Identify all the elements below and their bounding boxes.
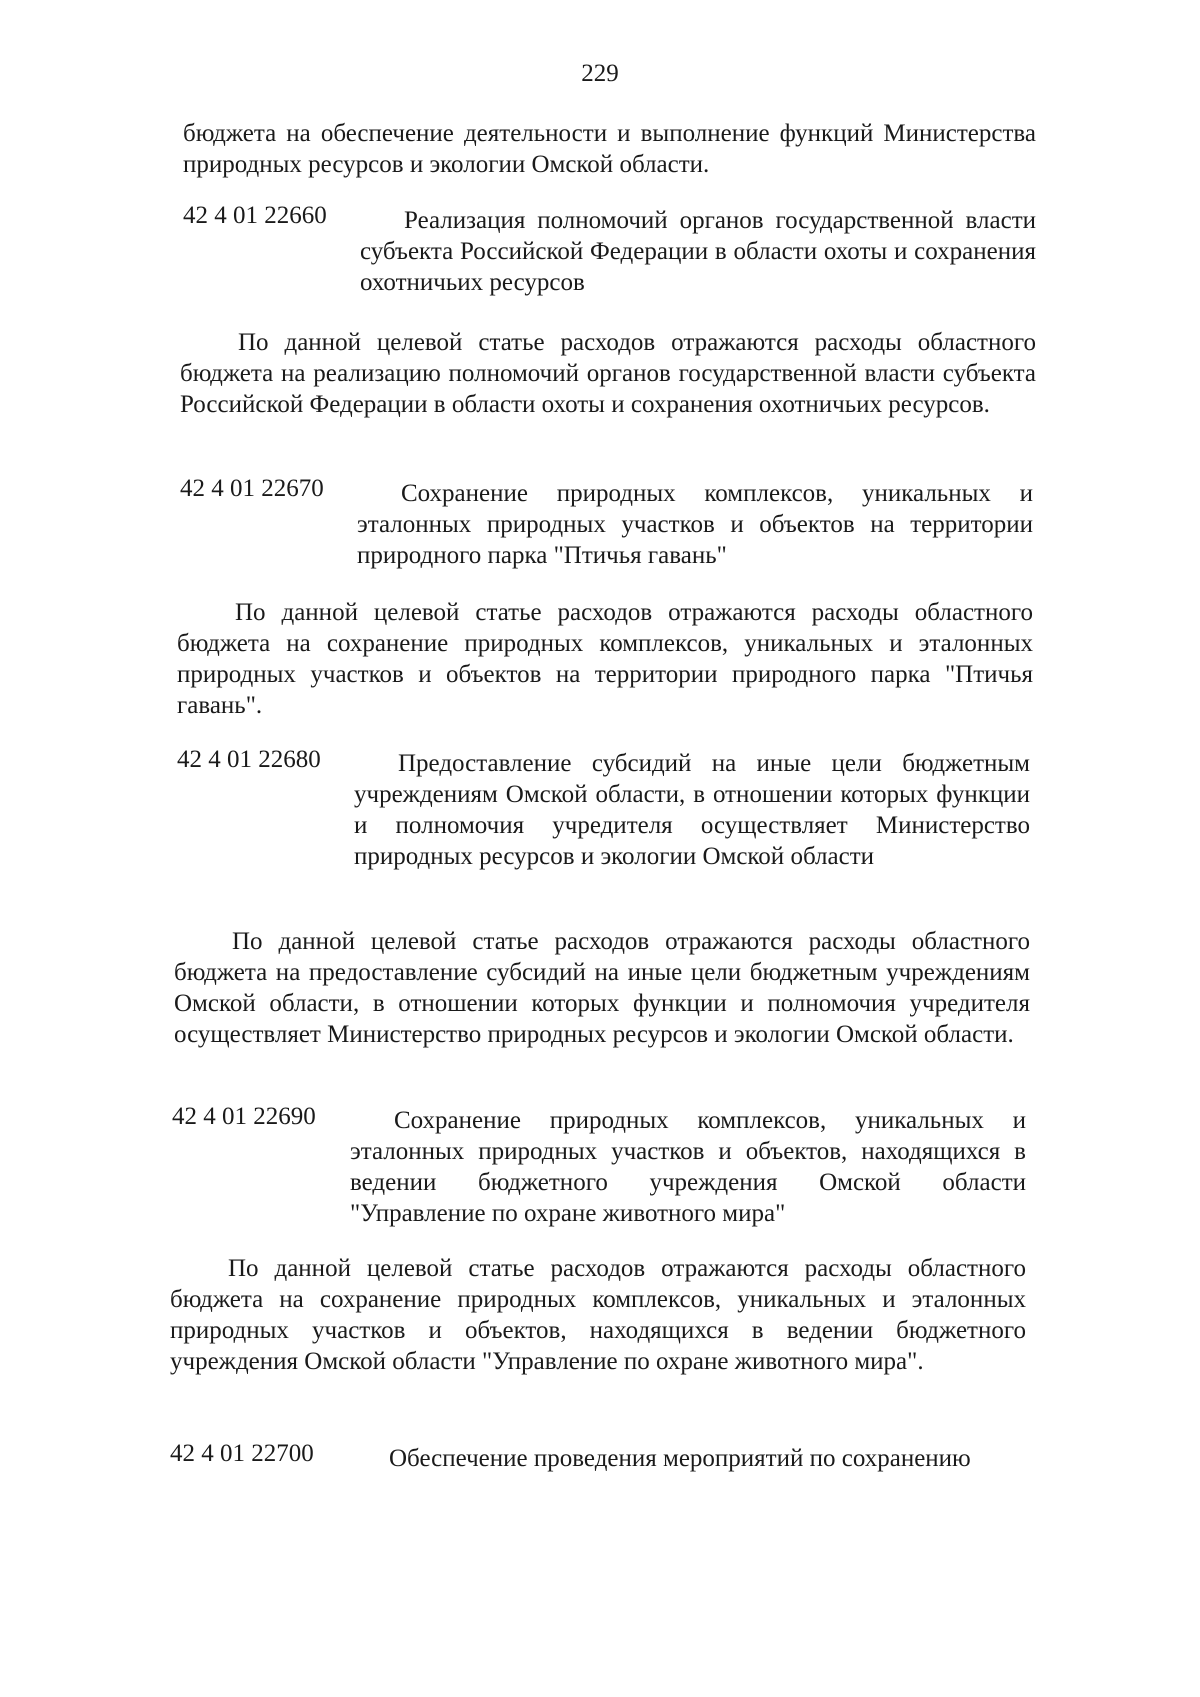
budget-code: 42 4 01 22700: [170, 1440, 314, 1467]
entry-title: Сохранение природных комплексов, уникальных и эталонных природных участков и объектов на территории природного парка "Птичья гавань": [357, 480, 1033, 569]
entry-title: Реализация полномочий органов государственной власти субъекта Российской Федерации в области охоты и сохранения охотничьих ресурсов: [360, 207, 1036, 296]
budget-code: 42 4 01 22680: [177, 746, 321, 773]
page-number: 229: [581, 60, 619, 87]
entry-description: По данной целевой статье расходов отражаются расходы областного бюджета на предоставление субсидий на иные цели бюджетным учреждениям Омской области, в отношении которых функции и полномочия учредителя осуществляет Министерство природных ресурсов и экологии Омской области.: [174, 928, 1030, 1048]
entry-description: По данной целевой статье расходов отражаются расходы областного бюджета на реализацию полномочий органов государственной власти субъекта Российской Федерации в области охоты и сохранения охотничьих ресурсов.: [180, 329, 1036, 418]
budget-code: 42 4 01 22670: [180, 475, 324, 502]
budget-code: 42 4 01 22660: [183, 202, 327, 229]
budget-code: 42 4 01 22690: [172, 1103, 316, 1130]
intro-paragraph: бюджета на обеспечение деятельности и выполнение функций Министерства природных ресурсов и экологии Омской области.: [183, 120, 1036, 178]
entry-title: Обеспечение проведения мероприятий по сохранению: [389, 1445, 971, 1472]
entry-description: По данной целевой статье расходов отражаются расходы областного бюджета на сохранение природных комплексов, уникальных и эталонных природных участков и объектов на территории природного парка "Птичья гавань".: [177, 599, 1033, 719]
entry-title: Сохранение природных комплексов, уникальных и эталонных природных участков и объектов, находящихся в ведении бюджетного учреждения Омской области "Управление по охране животного мира": [350, 1107, 1026, 1227]
entry-description: По данной целевой статье расходов отражаются расходы областного бюджета на сохранение природных комплексов, уникальных и эталонных природных участков и объектов, находящихся в ведении бюджетного учреждения Омской области "Управление по охране животного мира".: [170, 1255, 1026, 1375]
entry-title: Предоставление субсидий на иные цели бюджетным учреждениям Омской области, в отношении которых функции и полномочия учредителя осуществляет Министерство природных ресурсов и экологии Омской области: [354, 750, 1030, 870]
